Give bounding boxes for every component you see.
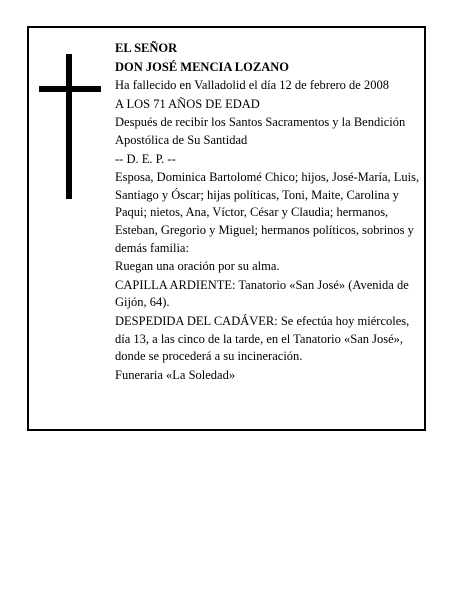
funeral-home: Funeraria «La Soledad» [115, 367, 236, 382]
family-list: Esposa, Dominica Bartolomé Chico; hijos, José-María, Luis, Santiago y Óscar; hijas políticas, Toni, Maite, Carolina y Paqui; nietos, Ana, Víctor, César y Claudia; hermanos, Esteban, Gregorio y Miguel; hermanos políticos, sobrinos y demás familia: [115, 170, 420, 255]
cross-icon [39, 54, 101, 199]
prayer-request: Ruegan una oración por su alma. [115, 259, 280, 274]
farewell-info: DESPEDIDA DEL CADÁVER: Se efectúa hoy miércoles, día 13, a las cinco de la tarde, en el Tanatorio «San José», donde se procederá a su incineración. [115, 313, 410, 364]
obituary-text [115, 40, 427, 385]
deceased-name: DON JOSÉ MENCIA LOZANO [115, 59, 289, 74]
title-line-1: EL SEÑOR [115, 41, 178, 55]
age-statement: A LOS 71 AÑOS DE EDAD [115, 96, 260, 111]
chapel-info: CAPILLA ARDIENTE: Tanatorio «San José» (Avenida de Gijón, 64). [115, 277, 409, 310]
cross-horizontal-bar [39, 86, 101, 92]
obituary-notice [27, 26, 426, 431]
death-statement: Ha fallecido en Valladolid el día 12 de febrero de 2008 [115, 78, 389, 93]
sacraments-statement: Después de recibir los Santos Sacramentos y la Bendición Apostólica de Su Santidad [115, 115, 406, 147]
rip-line: -- D. E. P. -- [115, 151, 176, 166]
cross-vertical-bar [66, 54, 72, 199]
